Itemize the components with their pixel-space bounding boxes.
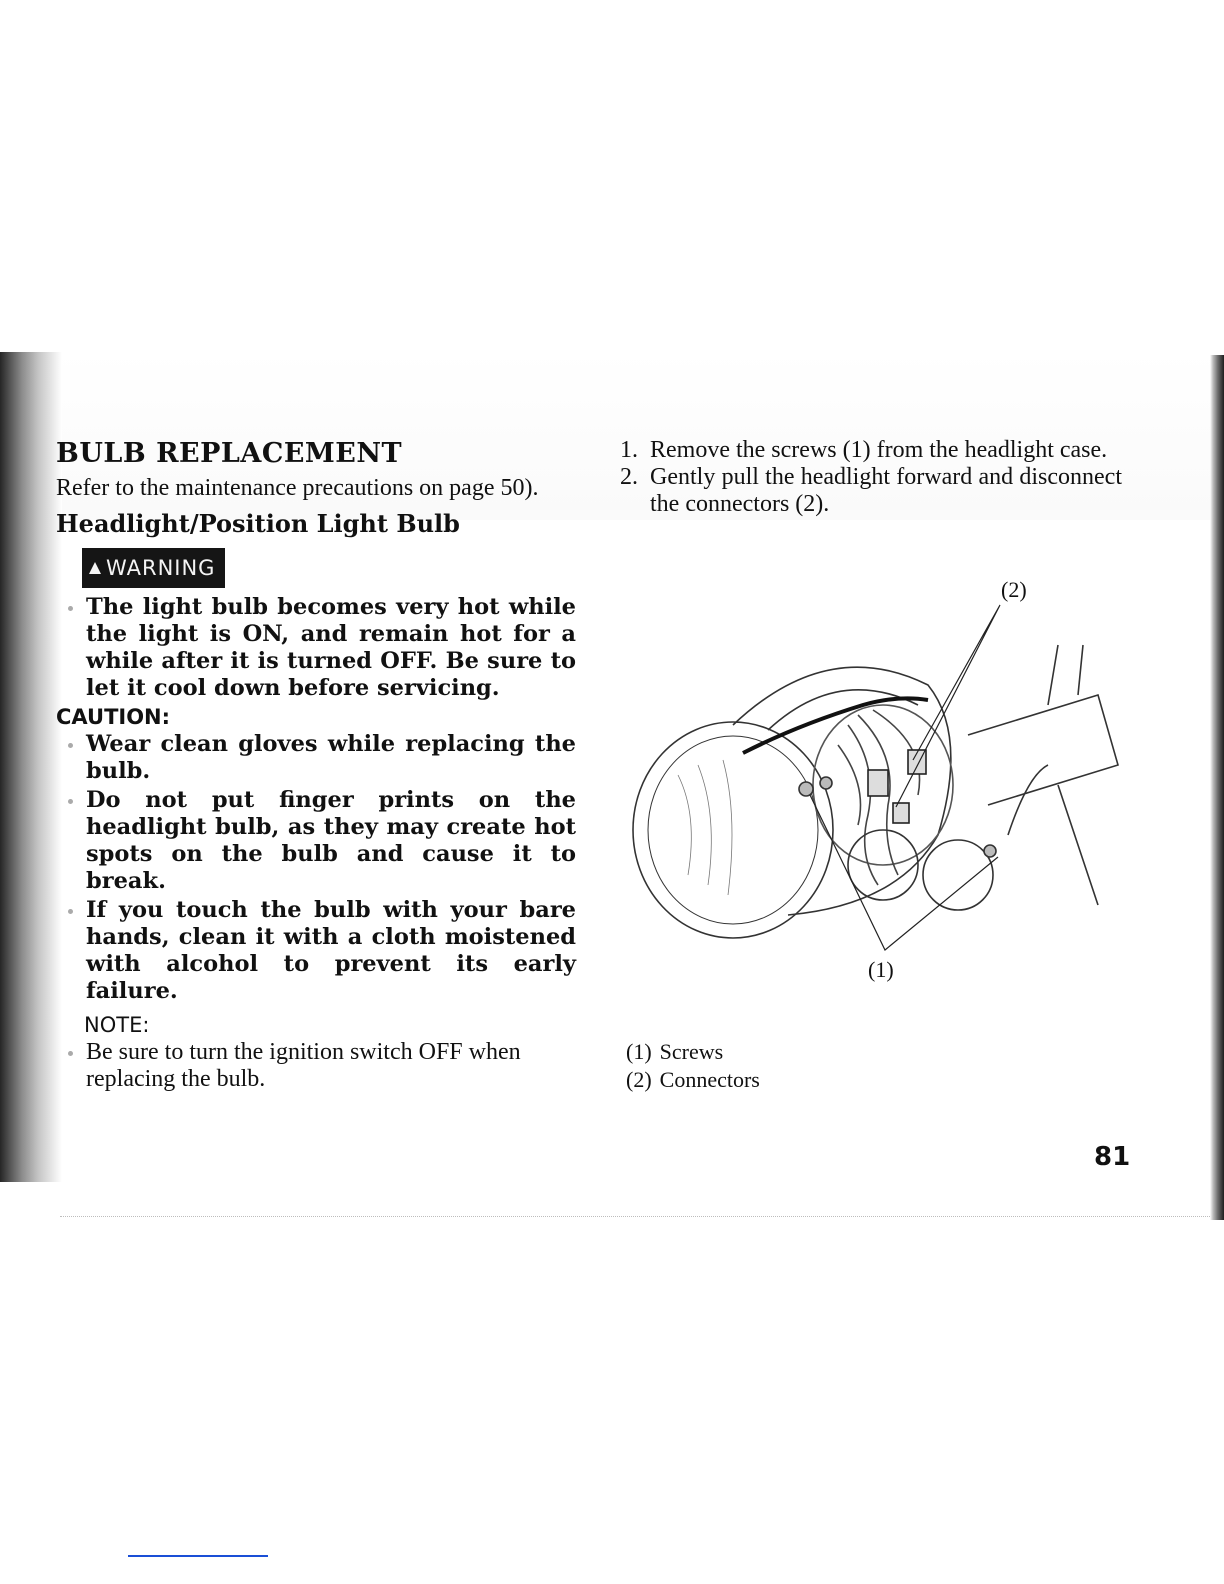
caution-item [56,731,576,785]
subsection-title: Headlight/Position Light Bulb [56,509,460,538]
caution-item [56,787,576,895]
book-spine-shadow-right [1210,355,1224,1220]
warning-triangle-icon [88,561,102,575]
legend-item [626,1038,760,1066]
headlight-drawing [628,575,1128,985]
legend-number: (2) [626,1067,652,1092]
step-item [620,464,1122,518]
step-number: 2. [620,464,638,490]
right-column [620,437,1122,518]
book-spine-shadow-left [0,352,62,1182]
warning-badge [82,548,225,588]
step-number: 1. [620,437,638,463]
steps-list [620,437,1122,518]
warning-text [56,594,576,702]
bullet-dot [68,1051,73,1056]
bullet-dot [68,909,73,914]
legend-item [626,1066,760,1094]
page-number: 81 [1094,1142,1131,1172]
step-text: Gently pull the headlight forward and disconnect the connectors (2). [650,464,1122,517]
left-column [56,437,576,1093]
caution-label: CAUTION: [56,705,171,729]
headlight-rim [633,722,833,938]
legend-number: (1) [626,1039,652,1064]
note-label: NOTE: [84,1013,150,1037]
caution-item-text: Do not put finger prints on the headlight bulb, as they may create hot spots on the bulb and cause it to break. [86,787,576,894]
legend-text: Screws [659,1039,724,1064]
step-text: Remove the screws (1) from the headlight case. [650,437,1108,463]
caution-item [56,897,576,1005]
step-item [620,437,1122,464]
headlight-illustration [628,575,1128,985]
figure-label-connectors: (2) [1001,577,1027,602]
warning-label: WARNING [106,556,216,580]
figure-legend [626,1038,760,1094]
note-text-content: Be sure to turn the ignition switch OFF when replacing the bulb. [86,1039,521,1092]
section-title: BULB REPLACEMENT [56,438,403,469]
footer-rule [128,1555,268,1557]
warning-text-content: The light bulb becomes very hot while the light is ON, and remain hot for a while after it is turned OFF. Be sure to let it cool down before servicing. [86,594,576,701]
legend-text: Connectors [659,1067,760,1092]
figure-label-screws: (1) [868,957,894,982]
caution-item-text: Wear clean gloves while replacing the bulb. [86,731,576,784]
note-text [56,1039,576,1093]
bullet-dot [68,606,73,611]
page-edge-line [60,1216,1210,1217]
caution-item-text: If you touch the bulb with your bare hands, clean it with a cloth moistened with alcohol to prevent its early failure. [86,897,576,1004]
bullet-dot [68,743,73,748]
intro-text: Refer to the maintenance precautions on page 50). [56,475,539,501]
bullet-dot [68,799,73,804]
